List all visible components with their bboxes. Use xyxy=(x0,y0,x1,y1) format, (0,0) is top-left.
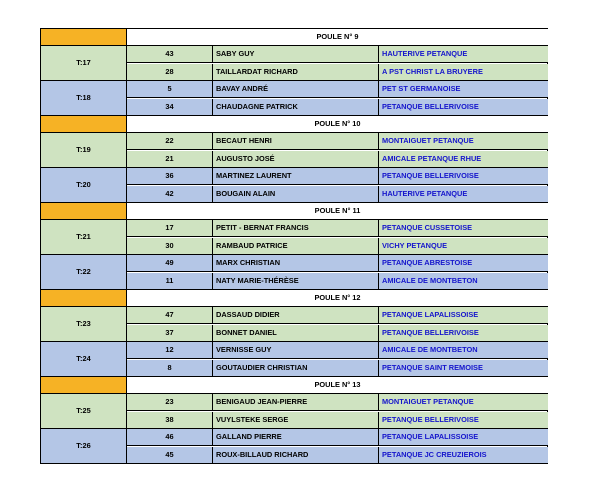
poule-title: POULE N° 13 xyxy=(127,377,548,394)
poule-header xyxy=(41,116,547,133)
player-club: MONTAIGUET PETANQUE xyxy=(379,133,548,150)
player-name: TAILLARDAT RICHARD xyxy=(213,64,379,81)
table-row xyxy=(41,342,547,359)
player-name: BAVAY ANDRÉ xyxy=(213,81,379,98)
player-name: AUGUSTO JOSÉ xyxy=(213,151,379,168)
table-row xyxy=(41,360,547,377)
player-name: BONNET DANIEL xyxy=(213,325,379,342)
table-label: T:19 xyxy=(41,133,127,168)
player-name: GALLAND PIERRE xyxy=(213,429,379,446)
poule-header xyxy=(41,377,547,394)
table-row xyxy=(41,186,547,203)
poule-header xyxy=(41,290,547,307)
player-number: 21 xyxy=(127,151,213,168)
player-number: 28 xyxy=(127,64,213,81)
poule-title: POULE N° 9 xyxy=(127,29,548,46)
player-club: A PST CHRIST LA BRUYERE xyxy=(379,64,548,81)
poule-accent-cell xyxy=(41,116,127,133)
table-row xyxy=(41,99,547,116)
player-club: AMICALE PETANQUE RHUE xyxy=(379,151,548,168)
player-name: GOUTAUDIER CHRISTIAN xyxy=(213,360,379,377)
player-club: HAUTERIVE PETANQUE xyxy=(379,46,548,63)
player-number: 45 xyxy=(127,447,213,464)
table-row xyxy=(41,81,547,98)
player-number: 46 xyxy=(127,429,213,446)
player-club: PET ST GERMANOISE xyxy=(379,81,548,98)
table-row xyxy=(41,307,547,324)
player-name: NATY MARIE-THÉRÈSE xyxy=(213,273,379,290)
player-club: PETANQUE BELLERIVOISE xyxy=(379,325,548,342)
table-row xyxy=(41,133,547,150)
player-club: PETANQUE BELLERIVOISE xyxy=(379,99,548,116)
poule-accent-cell xyxy=(41,203,127,220)
player-club: PETANQUE LAPALISSOISE xyxy=(379,429,548,446)
table-row xyxy=(41,447,547,464)
table-label: T:26 xyxy=(41,429,127,464)
player-name: PETIT - BERNAT FRANCIS xyxy=(213,220,379,237)
player-number: 38 xyxy=(127,412,213,429)
player-number: 47 xyxy=(127,307,213,324)
table-label: T:25 xyxy=(41,394,127,429)
player-name: BOUGAIN ALAIN xyxy=(213,186,379,203)
poule-header xyxy=(41,203,547,220)
table-row xyxy=(41,394,547,411)
table-row xyxy=(41,46,547,63)
poule-sheet xyxy=(40,28,548,464)
player-club: PETANQUE SAINT REMOISE xyxy=(379,360,548,377)
player-club: PETANQUE ABRESTOISE xyxy=(379,255,548,272)
player-number: 23 xyxy=(127,394,213,411)
player-number: 5 xyxy=(127,81,213,98)
table-row xyxy=(41,238,547,255)
table-label: T:24 xyxy=(41,342,127,377)
table-row xyxy=(41,64,547,81)
player-number: 17 xyxy=(127,220,213,237)
player-club: PETANQUE BELLERIVOISE xyxy=(379,412,548,429)
player-number: 37 xyxy=(127,325,213,342)
poule-title: POULE N° 12 xyxy=(127,290,548,307)
player-club: AMICALE DE MONTBETON xyxy=(379,342,548,359)
player-name: RAMBAUD PATRICE xyxy=(213,238,379,255)
table-row xyxy=(41,429,547,446)
player-number: 12 xyxy=(127,342,213,359)
player-name: MARTINEZ LAURENT xyxy=(213,168,379,185)
player-club: PETANQUE BELLERIVOISE xyxy=(379,168,548,185)
poule-accent-cell xyxy=(41,29,127,46)
table-row xyxy=(41,412,547,429)
table-label: T:22 xyxy=(41,255,127,290)
table-row xyxy=(41,273,547,290)
table-label: T:18 xyxy=(41,81,127,116)
player-name: DASSAUD DIDIER xyxy=(213,307,379,324)
poule-accent-cell xyxy=(41,377,127,394)
poule-title: POULE N° 11 xyxy=(127,203,548,220)
player-number: 30 xyxy=(127,238,213,255)
table-row xyxy=(41,255,547,272)
player-name: VERNISSE GUY xyxy=(213,342,379,359)
poule-title: POULE N° 10 xyxy=(127,116,548,133)
player-number: 8 xyxy=(127,360,213,377)
poule-accent-cell xyxy=(41,290,127,307)
table-row xyxy=(41,168,547,185)
player-club: MONTAIGUET PETANQUE xyxy=(379,394,548,411)
table-row xyxy=(41,151,547,168)
table-label: T:23 xyxy=(41,307,127,342)
player-number: 43 xyxy=(127,46,213,63)
player-number: 36 xyxy=(127,168,213,185)
table-label: T:21 xyxy=(41,220,127,255)
player-number: 22 xyxy=(127,133,213,150)
player-club: PETANQUE CUSSETOISE xyxy=(379,220,548,237)
player-name: ROUX-BILLAUD RICHARD xyxy=(213,447,379,464)
player-name: VUYLSTEKE SERGE xyxy=(213,412,379,429)
poule-header xyxy=(41,29,547,46)
player-name: SABY GUY xyxy=(213,46,379,63)
player-club: PETANQUE JC CREUZIEROIS xyxy=(379,447,548,464)
player-club: HAUTERIVE PETANQUE xyxy=(379,186,548,203)
player-number: 42 xyxy=(127,186,213,203)
table-label: T:17 xyxy=(41,46,127,81)
player-club: PETANQUE LAPALISSOISE xyxy=(379,307,548,324)
player-name: MARX CHRISTIAN xyxy=(213,255,379,272)
player-club: AMICALE DE MONTBETON xyxy=(379,273,548,290)
table-row xyxy=(41,220,547,237)
player-number: 49 xyxy=(127,255,213,272)
player-number: 34 xyxy=(127,99,213,116)
player-name: CHAUDAGNE PATRICK xyxy=(213,99,379,116)
player-club: VICHY PETANQUE xyxy=(379,238,548,255)
player-number: 11 xyxy=(127,273,213,290)
table-label: T:20 xyxy=(41,168,127,203)
player-name: BENIGAUD JEAN-PIERRE xyxy=(213,394,379,411)
player-name: BECAUT HENRI xyxy=(213,133,379,150)
table-row xyxy=(41,325,547,342)
